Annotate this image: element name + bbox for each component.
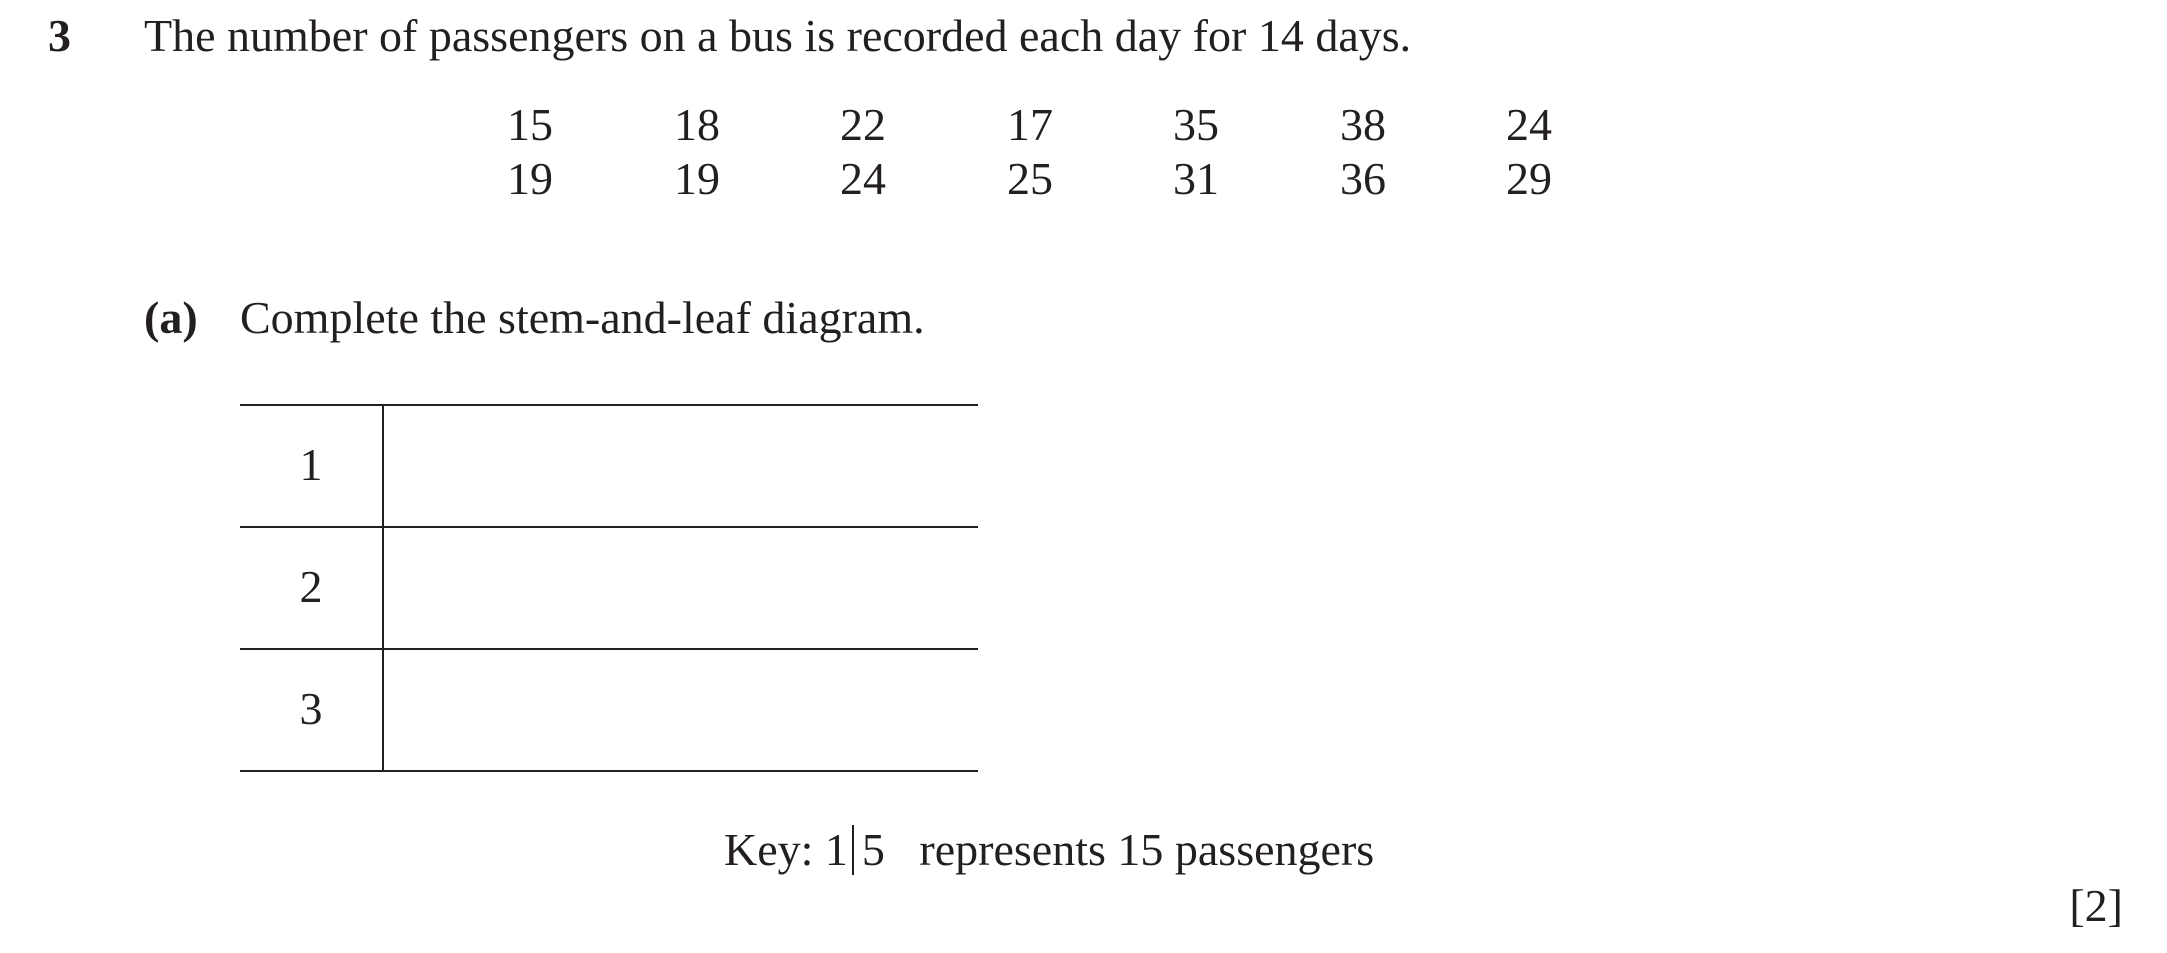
data-value: 19 — [507, 153, 553, 204]
stem-row — [240, 648, 978, 770]
data-value: 35 — [1173, 99, 1219, 150]
key-divider — [852, 825, 854, 875]
data-value: 24 — [840, 153, 886, 204]
stem-value: 3 — [299, 683, 323, 734]
diagram-rule — [240, 770, 978, 772]
stem-row — [240, 404, 978, 526]
data-value: 31 — [1173, 153, 1219, 204]
data-value: 24 — [1506, 99, 1552, 150]
passenger-data-grid — [0, 98, 2167, 218]
data-value: 17 — [1007, 99, 1053, 150]
data-value: 25 — [1007, 153, 1053, 204]
data-value: 19 — [674, 153, 720, 204]
data-row-1 — [0, 98, 2167, 152]
data-value: 36 — [1340, 153, 1386, 204]
stem-row — [240, 526, 978, 648]
question-text: The number of passengers on a bus is recorded each day for 14 days. — [144, 10, 1412, 61]
part-a-label: (a) — [144, 292, 198, 343]
data-value: 38 — [1340, 99, 1386, 150]
leaf-answer-space[interactable] — [386, 526, 976, 648]
part-a-instruction: Complete the stem-and-leaf diagram. — [240, 292, 925, 343]
data-row-2 — [0, 152, 2167, 206]
leaf-answer-space[interactable] — [386, 648, 976, 770]
data-value: 22 — [840, 99, 886, 150]
stem-value: 2 — [299, 561, 323, 612]
data-value: 29 — [1506, 153, 1552, 204]
data-value: 15 — [507, 99, 553, 150]
diagram-key — [724, 820, 1374, 880]
leaf-answer-space[interactable] — [386, 404, 976, 526]
question-number: 3 — [48, 10, 71, 61]
key-prefix: Key: — [724, 824, 825, 875]
data-value: 18 — [674, 99, 720, 150]
marks-allocation: [2] — [2069, 880, 2123, 931]
key-meaning: represents 15 passengers — [919, 824, 1375, 875]
key-leaf: 5 — [861, 824, 885, 875]
stem-and-leaf-diagram — [240, 404, 978, 774]
key-stem: 1 — [824, 824, 848, 875]
stem-value: 1 — [299, 439, 323, 490]
